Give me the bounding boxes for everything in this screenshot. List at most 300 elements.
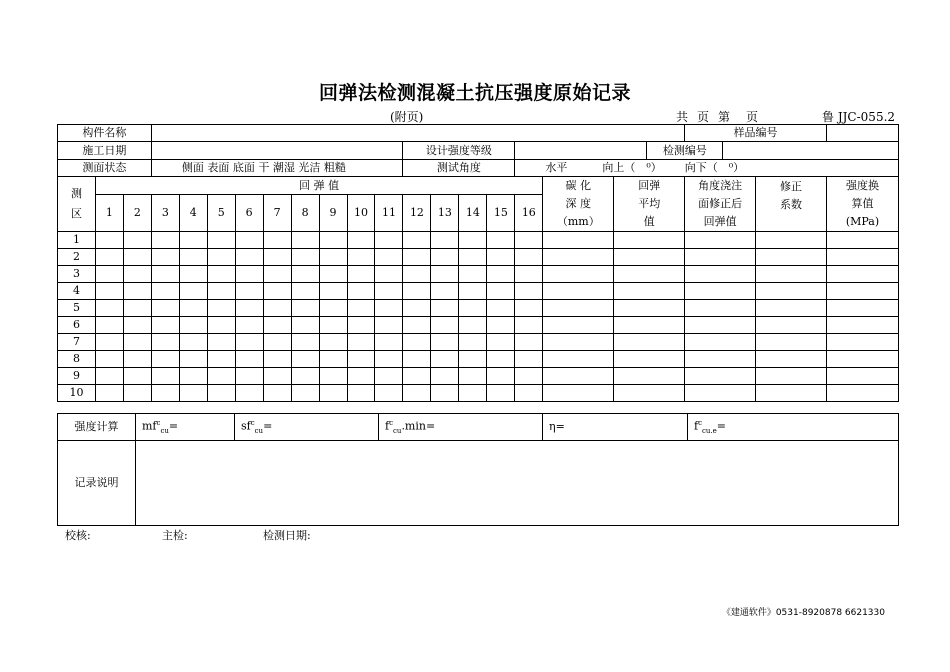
rebound-cell[interactable] [347,266,375,283]
result-cell[interactable] [756,317,827,334]
result-cell[interactable] [614,368,685,385]
rebound-cell[interactable] [235,317,263,334]
zone-row [58,249,899,266]
rebound-col-16: 16 [515,195,543,232]
rebound-cell[interactable] [123,317,151,334]
rebound-cell[interactable] [151,317,179,334]
test-angle-label: 测试角度 [403,160,515,177]
notes-label: 记录说明 [58,441,136,526]
down-option[interactable]: 向下（ [684,161,718,174]
result-cell[interactable] [826,300,898,317]
rebound-cell[interactable] [151,351,179,368]
rebound-cell[interactable] [235,249,263,266]
rebound-cell[interactable] [95,300,123,317]
rebound-cell[interactable] [123,368,151,385]
zone-row [58,334,899,351]
rebound-cell[interactable] [515,283,543,300]
rebound-col-6: 6 [235,195,263,232]
rebound-cell[interactable] [207,317,235,334]
rebound-cell[interactable] [487,368,515,385]
rebound-cell[interactable] [431,249,459,266]
rebound-cell[interactable] [207,351,235,368]
rebound-cell[interactable] [123,283,151,300]
std-deviation-field[interactable] [235,414,379,441]
rebound-cell[interactable] [123,300,151,317]
result-cell[interactable] [543,232,614,249]
result-cell[interactable] [826,317,898,334]
rebound-cell[interactable] [123,385,151,402]
rebound-cell[interactable] [487,232,515,249]
result-cell[interactable] [826,283,898,300]
test-angle-options[interactable] [515,160,899,177]
rebound-cell[interactable] [487,266,515,283]
rebound-cell[interactable] [263,300,291,317]
result-cell[interactable] [543,385,614,402]
test-no-label: 检测编号 [647,142,723,159]
construction-date-field[interactable] [151,142,403,160]
rebound-cell[interactable] [459,249,487,266]
rebound-cell[interactable] [347,385,375,402]
rebound-cell[interactable] [151,266,179,283]
design-grade-field[interactable] [515,142,647,159]
result-cell[interactable] [756,283,827,300]
rebound-cell[interactable] [291,334,319,351]
mean-strength-sup: c [156,419,161,428]
result-cell[interactable] [543,368,614,385]
rebound-cell[interactable] [207,300,235,317]
result-cell[interactable] [543,300,614,317]
carbonation-line-3: （mm） [556,215,600,228]
result-cell[interactable] [543,351,614,368]
rebound-cell[interactable] [291,300,319,317]
correction-line-2: 系数 [780,198,803,211]
software-brand: 《建通软件》0531-8920878 6621330 [721,608,885,618]
rebound-cell[interactable] [347,351,375,368]
rebound-cell[interactable] [123,249,151,266]
rebound-cell[interactable] [319,334,347,351]
rebound-cell[interactable] [487,385,515,402]
result-cell[interactable] [685,266,756,283]
rebound-cell[interactable] [403,317,431,334]
rebound-cell[interactable] [95,385,123,402]
min-strength-sub: cu [393,426,402,435]
result-cell[interactable] [543,334,614,351]
rebound-cell[interactable] [375,266,403,283]
rebound-cell[interactable] [319,385,347,402]
rebound-average-header [614,177,685,232]
min-strength-sup: c [389,419,393,428]
rebound-cell[interactable] [375,385,403,402]
rebound-cell[interactable] [95,317,123,334]
rebound-col-2: 2 [123,195,151,232]
rebound-cell[interactable] [375,351,403,368]
rebound-cell[interactable] [207,266,235,283]
rebound-cell[interactable] [151,283,179,300]
rebound-cell[interactable] [431,385,459,402]
result-cell[interactable] [543,266,614,283]
rebound-cell[interactable] [431,266,459,283]
result-cell[interactable] [685,232,756,249]
strength-conversion-header [826,177,898,232]
review-label: 校核: [65,529,91,542]
rebound-cell[interactable] [179,249,207,266]
design-grade-and-test-no-row [515,142,899,160]
rebound-cell[interactable] [179,232,207,249]
rebound-cell[interactable] [319,351,347,368]
rebound-cell[interactable] [487,300,515,317]
rebound-cell[interactable] [459,368,487,385]
rebound-cell[interactable] [207,283,235,300]
rebound-cell[interactable] [487,283,515,300]
rebound-col-3: 3 [151,195,179,232]
rebound-cell[interactable] [263,232,291,249]
result-cell[interactable] [826,351,898,368]
appendix-label: (附页) [390,110,424,124]
up-degree: ⁰） [646,161,662,174]
rebound-cell[interactable] [459,317,487,334]
rebound-cell[interactable] [235,368,263,385]
result-cell[interactable] [685,385,756,402]
angle-line-2: 面修正后 [698,197,743,210]
rebound-cell[interactable] [151,368,179,385]
result-cell[interactable] [614,300,685,317]
rebound-cell[interactable] [375,283,403,300]
total-label: 共 [676,110,689,124]
result-cell[interactable] [826,232,898,249]
rebound-cell[interactable] [347,317,375,334]
rebound-cell[interactable] [235,232,263,249]
result-cell[interactable] [614,317,685,334]
rebound-cell[interactable] [403,283,431,300]
result-cell[interactable] [756,334,827,351]
rebound-cell[interactable] [179,334,207,351]
min-strength-symbol: f [385,419,390,433]
rebound-cell[interactable] [403,300,431,317]
carbonation-line-2: 深 度 [565,197,592,210]
record-table [57,124,899,402]
rebound-col-5: 5 [207,195,235,232]
zone-number: 8 [58,351,96,368]
strength-calculation-table [57,413,899,526]
rebound-cell[interactable] [403,368,431,385]
result-cell[interactable] [756,300,827,317]
rebound-cell[interactable] [291,385,319,402]
rebound-cell[interactable] [375,232,403,249]
rebound-cell[interactable] [347,368,375,385]
rebound-cell[interactable] [515,334,543,351]
rebound-cell[interactable] [263,385,291,402]
correction-coefficient-header [756,177,827,232]
rebound-cell[interactable] [347,249,375,266]
zone-header [58,177,96,232]
zone-number: 7 [58,334,96,351]
result-cell[interactable] [826,249,898,266]
zone-number: 1 [58,232,96,249]
rebound-cell[interactable] [95,283,123,300]
result-cell[interactable] [685,368,756,385]
zone-row [58,283,899,300]
eta-field[interactable] [543,414,688,441]
eta-symbol: η= [549,420,565,433]
rebound-cell[interactable] [291,283,319,300]
document-code: 鲁 JJC-055.2 [822,110,896,124]
rebound-cell[interactable] [403,385,431,402]
rebound-cell[interactable] [431,317,459,334]
result-cell[interactable] [685,351,756,368]
rebound-cell[interactable] [515,385,543,402]
rebound-cell[interactable] [95,334,123,351]
result-cell[interactable] [614,385,685,402]
result-cell[interactable] [756,351,827,368]
rebound-col-11: 11 [375,195,403,232]
result-cell[interactable] [614,334,685,351]
rebound-cell[interactable] [235,334,263,351]
rebound-cell[interactable] [263,351,291,368]
rebound-cell[interactable] [319,266,347,283]
result-cell[interactable] [756,368,827,385]
rebound-cell[interactable] [235,385,263,402]
std-deviation-sup: c [250,419,255,428]
rebound-cell[interactable] [431,232,459,249]
zone-row [58,232,899,249]
rebound-cell[interactable] [179,317,207,334]
angle-line-1: 角度浇注 [698,179,743,192]
rebound-cell[interactable] [151,334,179,351]
result-cell[interactable] [685,283,756,300]
rebound-cell[interactable] [459,266,487,283]
zone-number: 4 [58,283,96,300]
estimated-strength-eq: = [716,419,727,433]
page-word-1: 页 [697,110,710,124]
rebound-cell[interactable] [431,283,459,300]
correction-line-1: 修正 [780,180,803,193]
rebound-cell[interactable] [347,232,375,249]
conversion-line-1: 强度换 [845,179,879,192]
rebound-cell[interactable] [319,249,347,266]
rebound-cell[interactable] [515,317,543,334]
rebound-cell[interactable] [319,300,347,317]
result-cell[interactable] [614,266,685,283]
rebound-cell[interactable] [263,334,291,351]
rebound-cell[interactable] [431,334,459,351]
rebound-cell[interactable] [459,385,487,402]
result-cell[interactable] [756,266,827,283]
rebound-cell[interactable] [375,334,403,351]
rebound-cell[interactable] [515,300,543,317]
rebound-cell[interactable] [347,300,375,317]
rebound-cell[interactable] [487,317,515,334]
rebound-cell[interactable] [515,351,543,368]
rebound-cell[interactable] [179,266,207,283]
rebound-cell[interactable] [487,334,515,351]
rebound-cell[interactable] [235,351,263,368]
rebound-cell[interactable] [459,283,487,300]
rebound-cell[interactable] [515,266,543,283]
rebound-cell[interactable] [291,249,319,266]
rebound-cell[interactable] [179,351,207,368]
surface-state-options[interactable]: 侧面 表面 底面 干 潮湿 光洁 粗糙 [151,160,403,177]
rebound-cell[interactable] [375,249,403,266]
rebound-cell[interactable] [375,317,403,334]
result-cell[interactable] [614,232,685,249]
horizontal-option[interactable]: 水平 [545,161,568,174]
rebound-cell[interactable] [459,300,487,317]
result-cell[interactable] [543,249,614,266]
rebound-cell[interactable] [179,283,207,300]
result-cell[interactable] [543,283,614,300]
rebound-cell[interactable] [403,232,431,249]
rebound-cell[interactable] [179,368,207,385]
rebound-cell[interactable] [375,368,403,385]
rebound-cell[interactable] [95,266,123,283]
rebound-cell[interactable] [207,249,235,266]
main-inspector-label: 主检: [162,529,188,542]
rebound-col-4: 4 [179,195,207,232]
rebound-cell[interactable] [291,368,319,385]
result-cell[interactable] [685,300,756,317]
rebound-cell[interactable] [515,249,543,266]
estimated-strength-symbol: f [694,419,699,433]
result-cell[interactable] [756,385,827,402]
rebound-cell[interactable] [403,334,431,351]
min-strength-tail: .min= [401,419,436,433]
zone-number: 10 [58,385,96,402]
conversion-line-3: (MPa) [845,215,880,228]
zone-number: 5 [58,300,96,317]
rebound-col-10: 10 [347,195,375,232]
mean-strength-eq: = [168,419,179,433]
std-deviation-sub: cu [254,426,264,435]
rebound-cell[interactable] [291,351,319,368]
result-cell[interactable] [685,334,756,351]
rebound-cell[interactable] [459,232,487,249]
rebound-cell[interactable] [263,249,291,266]
rebound-cell[interactable] [263,266,291,283]
rebound-cell[interactable] [207,334,235,351]
result-cell[interactable] [614,283,685,300]
rebound-header: 回 弹 值 [95,177,542,195]
zone-row [58,351,899,368]
estimated-strength-field[interactable] [688,414,899,441]
rebound-col-1: 1 [95,195,123,232]
rebound-cell[interactable] [95,249,123,266]
rebound-cell[interactable] [95,232,123,249]
rebound-cell[interactable] [263,368,291,385]
sample-no-field[interactable] [826,125,898,142]
rebound-cell[interactable] [207,232,235,249]
rebound-cell[interactable] [207,385,235,402]
min-strength-field[interactable] [379,414,543,441]
rebound-cell[interactable] [291,266,319,283]
result-cell[interactable] [543,317,614,334]
rebound-cell[interactable] [487,351,515,368]
rebound-col-8: 8 [291,195,319,232]
rebound-cell[interactable] [263,317,291,334]
rebound-cell[interactable] [95,368,123,385]
result-cell[interactable] [826,385,898,402]
rebound-cell[interactable] [179,385,207,402]
rebound-cell[interactable] [347,334,375,351]
carbonation-line-1: 碳 化 [565,179,592,192]
rebound-col-9: 9 [319,195,347,232]
result-cell[interactable] [614,249,685,266]
zone-number: 2 [58,249,96,266]
rebound-cell[interactable] [487,249,515,266]
mean-strength-symbol: mf [142,419,157,433]
surface-state-label: 测面状态 [58,160,152,177]
rebound-cell[interactable] [123,266,151,283]
notes-field[interactable] [136,441,899,526]
result-cell[interactable] [614,351,685,368]
average-line-2: 平均 [638,197,661,210]
up-option[interactable]: 向上（ [602,161,636,174]
rebound-cell[interactable] [151,385,179,402]
rebound-cell[interactable] [291,232,319,249]
rebound-cell[interactable] [403,351,431,368]
rebound-cell[interactable] [235,283,263,300]
rebound-cell[interactable] [347,283,375,300]
rebound-cell[interactable] [459,334,487,351]
rebound-cell[interactable] [375,300,403,317]
rebound-cell[interactable] [431,300,459,317]
zone-row [58,300,899,317]
rebound-cell[interactable] [151,300,179,317]
result-cell[interactable] [685,249,756,266]
rebound-cell[interactable] [291,317,319,334]
rebound-cell[interactable] [431,368,459,385]
rebound-col-14: 14 [459,195,487,232]
rebound-cell[interactable] [319,368,347,385]
rebound-cell[interactable] [95,351,123,368]
mean-strength-field[interactable] [136,414,235,441]
estimated-strength-sup: c [698,419,702,428]
rebound-cell[interactable] [515,368,543,385]
result-cell[interactable] [685,317,756,334]
rebound-cell[interactable] [179,300,207,317]
result-cell[interactable] [826,334,898,351]
rebound-cell[interactable] [123,351,151,368]
member-name-field[interactable] [151,125,684,142]
rebound-cell[interactable] [319,232,347,249]
zone-header-bottom: 区 [70,207,82,220]
test-no-field[interactable] [723,142,898,159]
rebound-col-12: 12 [403,195,431,232]
conversion-line-2: 算值 [851,197,874,210]
result-cell[interactable] [756,232,827,249]
rebound-cell[interactable] [123,232,151,249]
number-word: 第 [718,110,731,124]
rebound-cell[interactable] [319,317,347,334]
rebound-cell[interactable] [207,368,235,385]
rebound-cell[interactable] [459,351,487,368]
rebound-col-15: 15 [487,195,515,232]
result-cell[interactable] [826,368,898,385]
rebound-cell[interactable] [403,266,431,283]
rebound-cell[interactable] [319,283,347,300]
rebound-cell[interactable] [263,283,291,300]
rebound-cell[interactable] [403,249,431,266]
average-line-3: 值 [643,215,655,228]
result-cell[interactable] [826,266,898,283]
result-cell[interactable] [756,249,827,266]
rebound-cell[interactable] [235,300,263,317]
rebound-cell[interactable] [235,266,263,283]
rebound-cell[interactable] [151,249,179,266]
rebound-cell[interactable] [515,232,543,249]
rebound-cell[interactable] [123,334,151,351]
rebound-cell[interactable] [431,351,459,368]
rebound-cell[interactable] [151,232,179,249]
